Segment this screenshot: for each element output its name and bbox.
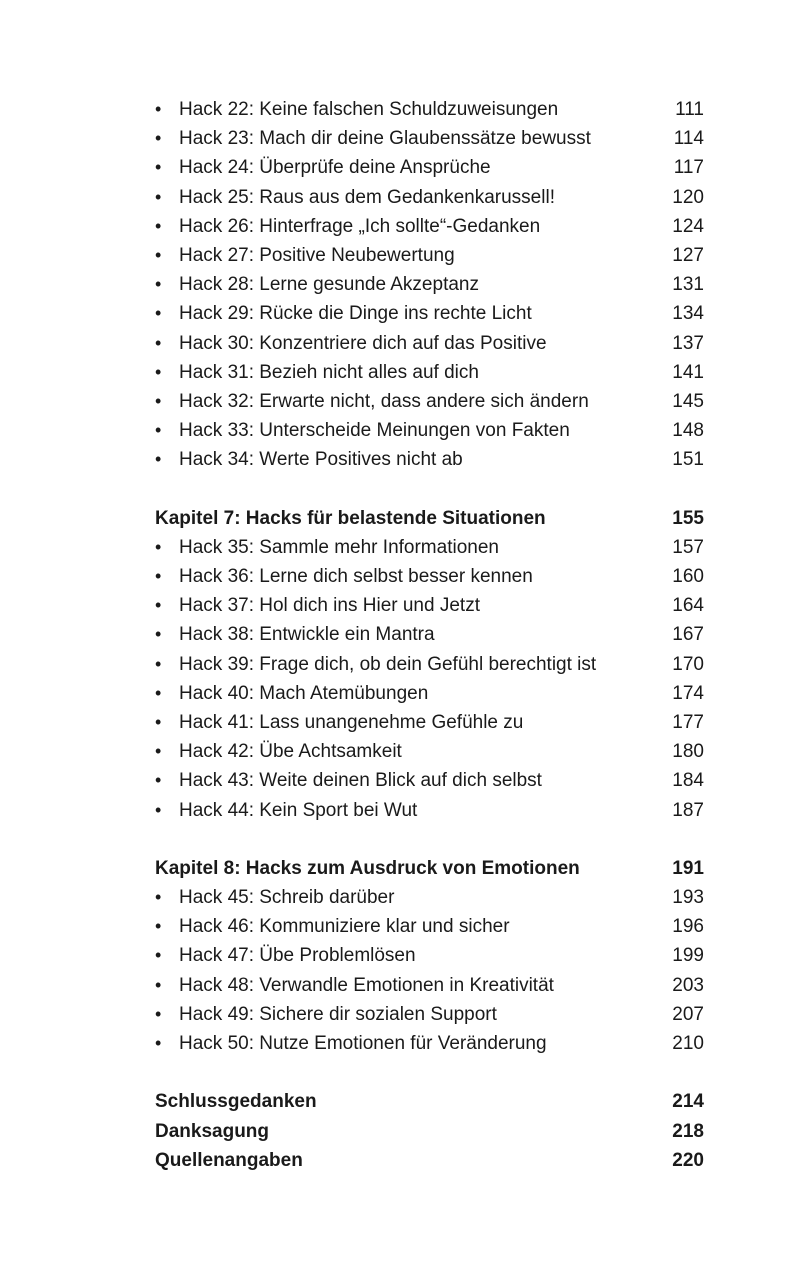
toc-page-number: 160 xyxy=(672,566,704,587)
toc-page-number: 191 xyxy=(672,857,704,879)
toc-entry-title: Hack 40: Mach Atemübungen xyxy=(179,682,429,704)
toc-page-number: 151 xyxy=(672,449,704,471)
toc-entry-title: Hack 45: Schreib darüber xyxy=(179,887,395,909)
bullet-icon: • xyxy=(155,653,162,674)
toc-page-number: 124 xyxy=(672,215,704,237)
bullet-icon: • xyxy=(155,770,162,791)
toc-page-number: 199 xyxy=(672,945,704,967)
toc-entry xyxy=(155,445,704,474)
toc-entry-title: Hack 46: Kommuniziere klar und sicher xyxy=(179,916,510,938)
toc-page-number: 184 xyxy=(672,770,704,792)
bullet-icon: • xyxy=(155,566,162,586)
toc-entry-title: Hack 31: Bezieh nicht alles auf dich xyxy=(179,361,479,383)
toc-page-number: 134 xyxy=(672,303,704,325)
bullet-icon: • xyxy=(155,945,162,966)
bullet-icon: • xyxy=(155,449,162,470)
toc-entry-title: Hack 48: Verwandle Emotionen in Kreativität xyxy=(179,974,554,996)
toc-page-number: 174 xyxy=(672,682,704,704)
bullet-icon: • xyxy=(155,274,162,295)
bullet-icon: • xyxy=(155,99,162,119)
toc-entry-title: Hack 29: Rücke die Dinge ins rechte Licht xyxy=(179,303,532,325)
toc-page-number: 164 xyxy=(672,595,704,617)
toc-page-number: 218 xyxy=(672,1120,704,1142)
toc-entry-title: Hack 36: Lerne dich selbst besser kennen xyxy=(179,566,533,587)
toc-page-number: 148 xyxy=(672,420,704,442)
bullet-icon: • xyxy=(155,682,162,703)
toc-entry-title: Hack 25: Raus aus dem Gedankenkarussell! xyxy=(179,186,555,208)
bullet-icon: • xyxy=(155,1033,162,1053)
toc-page-number: 207 xyxy=(672,1003,704,1025)
toc-entry-title: Schlussgedanken xyxy=(155,1091,317,1113)
toc-entry xyxy=(155,679,704,708)
section-spacer xyxy=(155,474,704,503)
toc-entry-title: Hack 32: Erwarte nicht, dass andere sich ändern xyxy=(179,390,589,412)
toc-entry xyxy=(155,941,704,970)
toc-closing-entry xyxy=(155,1146,704,1175)
bullet-icon: • xyxy=(155,595,162,616)
toc-entry-title: Hack 43: Weite deinen Blick auf dich selbst xyxy=(179,770,542,792)
toc-entry-title: Hack 22: Keine falschen Schuldzuweisungen xyxy=(179,99,559,120)
toc-entry-title: Kapitel 8: Hacks zum Ausdruck von Emotionen xyxy=(155,857,580,879)
toc-page-number: 117 xyxy=(673,157,704,179)
toc-entry-title: Quellenangaben xyxy=(155,1149,303,1171)
bullet-icon: • xyxy=(155,361,162,382)
toc-page-number: 131 xyxy=(672,274,704,296)
bullet-icon: • xyxy=(155,974,162,995)
toc-entry-title: Hack 50: Nutze Emotionen für Veränderung xyxy=(179,1033,547,1054)
toc-entry xyxy=(155,796,704,825)
toc-entry xyxy=(155,737,704,766)
table-of-contents xyxy=(155,95,704,1175)
toc-page-number: 120 xyxy=(672,186,704,208)
toc-page-number: 137 xyxy=(672,332,704,354)
toc-page-number: 180 xyxy=(672,741,704,763)
toc-entry-title: Hack 42: Übe Achtsamkeit xyxy=(179,741,402,763)
bullet-icon: • xyxy=(155,244,162,265)
bullet-icon: • xyxy=(155,799,162,820)
toc-entry-title: Hack 26: Hinterfrage „Ich sollte“-Gedanken xyxy=(179,215,541,237)
bullet-icon: • xyxy=(155,916,162,937)
toc-page-number: 187 xyxy=(672,799,704,821)
toc-page-number: 193 xyxy=(672,887,704,909)
toc-page-number: 203 xyxy=(672,974,704,996)
toc-page-number: 155 xyxy=(672,507,704,529)
toc-chapter-heading xyxy=(155,504,704,533)
toc-entry-title: Danksagung xyxy=(155,1120,270,1142)
toc-page-number: 214 xyxy=(672,1091,704,1113)
toc-page-number: 127 xyxy=(672,244,704,266)
bullet-icon: • xyxy=(155,624,162,645)
bullet-icon: • xyxy=(155,128,162,149)
bullet-icon: • xyxy=(155,741,162,762)
toc-page-number: 167 xyxy=(672,624,704,646)
toc-entry-title: Hack 28: Lerne gesunde Akzeptanz xyxy=(179,274,479,296)
toc-entry xyxy=(155,153,704,182)
toc-page-number: 145 xyxy=(672,390,704,412)
toc-entry xyxy=(155,329,704,358)
toc-page-number: 210 xyxy=(672,1033,704,1054)
section-spacer xyxy=(155,825,704,854)
toc-entry-title: Hack 35: Sammle mehr Informationen xyxy=(179,536,499,558)
toc-page-number: 157 xyxy=(672,536,704,558)
toc-entry xyxy=(155,358,704,387)
toc-page-number: 114 xyxy=(673,128,704,150)
toc-entry-title: Hack 24: Überprüfe deine Ansprüche xyxy=(179,157,491,179)
bullet-icon: • xyxy=(155,390,162,411)
toc-entry xyxy=(155,562,704,591)
toc-page-number: 177 xyxy=(672,711,704,733)
toc-entry xyxy=(155,620,704,649)
toc-entry-title: Hack 44: Kein Sport bei Wut xyxy=(179,799,418,821)
toc-entry xyxy=(155,212,704,241)
toc-entry xyxy=(155,912,704,941)
toc-entry-title: Hack 49: Sichere dir sozialen Support xyxy=(179,1003,497,1025)
toc-entry-title: Hack 27: Positive Neubewertung xyxy=(179,244,455,266)
toc-page-number: 141 xyxy=(672,361,704,383)
toc-page-number: 170 xyxy=(672,653,704,675)
toc-closing-entry xyxy=(155,1117,704,1146)
bullet-icon: • xyxy=(155,536,162,557)
toc-entry xyxy=(155,1029,704,1058)
toc-page-number: 196 xyxy=(672,916,704,938)
toc-entry-title: Hack 34: Werte Positives nicht ab xyxy=(179,449,463,471)
section-spacer xyxy=(155,1058,704,1087)
toc-entry-title: Hack 30: Konzentriere dich auf das Positive xyxy=(179,332,547,354)
toc-entry-title: Hack 41: Lass unangenehme Gefühle zu xyxy=(179,711,524,733)
bullet-icon: • xyxy=(155,711,162,732)
toc-entry xyxy=(155,183,704,212)
toc-entry xyxy=(155,883,704,912)
toc-closing-entry xyxy=(155,1087,704,1116)
toc-entry xyxy=(155,708,704,737)
toc-entry xyxy=(155,650,704,679)
toc-entry-title: Hack 23: Mach dir deine Glaubenssätze bewusst xyxy=(179,128,591,150)
toc-entry xyxy=(155,270,704,299)
toc-entry xyxy=(155,971,704,1000)
bullet-icon: • xyxy=(155,1003,162,1024)
toc-entry xyxy=(155,1000,704,1029)
toc-entry xyxy=(155,241,704,270)
toc-page-number: 220 xyxy=(672,1149,704,1171)
toc-entry xyxy=(155,591,704,620)
bullet-icon: • xyxy=(155,887,162,908)
toc-entry xyxy=(155,124,704,153)
toc-entry-title: Hack 38: Entwickle ein Mantra xyxy=(179,624,435,646)
bullet-icon: • xyxy=(155,186,162,207)
toc-entry-title: Hack 39: Frage dich, ob dein Gefühl berechtigt ist xyxy=(179,653,597,675)
toc-entry xyxy=(155,299,704,328)
bullet-icon: • xyxy=(155,157,162,178)
bullet-icon: • xyxy=(155,420,162,441)
toc-chapter-heading xyxy=(155,854,704,883)
toc-entry-title: Hack 47: Übe Problemlösen xyxy=(179,945,416,967)
bullet-icon: • xyxy=(155,303,162,324)
toc-entry xyxy=(155,95,704,124)
toc-page-number: 111 xyxy=(675,99,704,120)
toc-entry xyxy=(155,533,704,562)
toc-entry xyxy=(155,416,704,445)
toc-entry-title: Hack 33: Unterscheide Meinungen von Fakten xyxy=(179,420,570,442)
bullet-icon: • xyxy=(155,215,162,236)
bullet-icon: • xyxy=(155,332,162,353)
toc-entry-title: Kapitel 7: Hacks für belastende Situationen xyxy=(155,507,546,529)
toc-entry xyxy=(155,766,704,795)
toc-entry xyxy=(155,387,704,416)
toc-entry-title: Hack 37: Hol dich ins Hier und Jetzt xyxy=(179,595,480,617)
